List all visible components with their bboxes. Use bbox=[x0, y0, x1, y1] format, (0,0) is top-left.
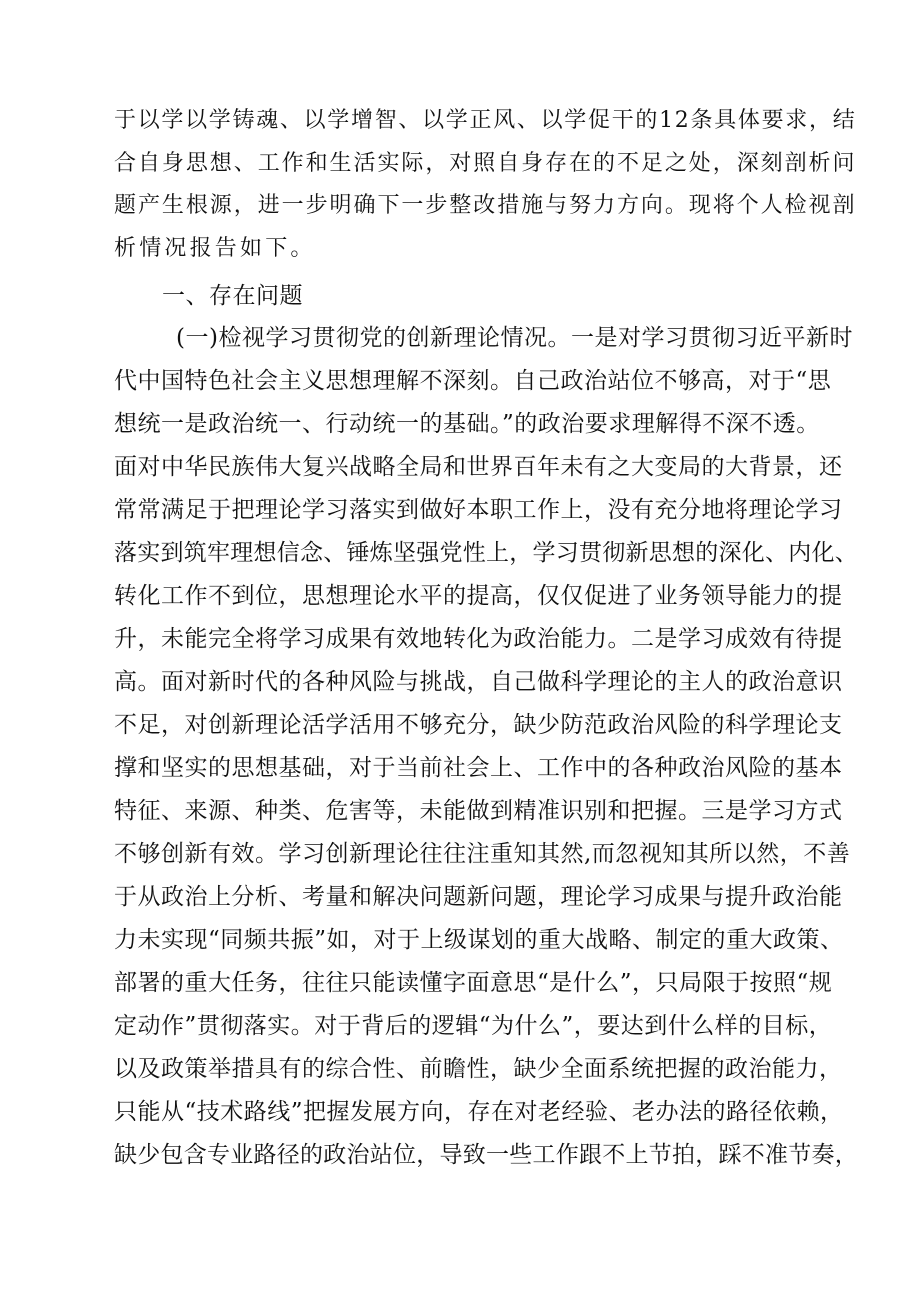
paragraph-line: 特征、来源、种类、危害等，未能做到精准识别和把握。三是学习方式 bbox=[114, 798, 843, 824]
paragraph-line: 落实到筑牢理想信念、锤炼坚强党性上，学习贯彻新思想的深化、内化、 bbox=[114, 540, 858, 566]
paragraph-line: 定动作”贯彻落实。对于背后的逻辑“为什么”，要达到什么样的目标， bbox=[114, 1013, 833, 1039]
intro-line: 题产生根源，进一步明确下一步整改措施与努力方向。现将个人检视剖 bbox=[114, 193, 857, 218]
paragraph-line: 常常满足于把理论学习落实到做好本职工作上，没有充分地将理论学习 bbox=[114, 497, 843, 523]
paragraph-line: 缺少包含专业路径的政治站位，导致一些工作跟不上节拍，踩不准节奏， bbox=[114, 1142, 858, 1168]
paragraph-line: 转化工作不到位，思想理论水平的提高，仅仅促进了业务领导能力的提 bbox=[114, 583, 843, 609]
paragraph-line: 高。面对新时代的各种风险与挑战，自己做科学理论的主人的政治意识 bbox=[114, 669, 843, 695]
intro-line: 析情况报告如下。 bbox=[114, 236, 316, 261]
paragraph-line: 只能从“技术路线”把握发展方向，存在对老经验、老办法的路径依赖， bbox=[114, 1099, 844, 1125]
paragraph-line: 部署的重大任务，往往只能读懂字面意思“是什么”，只局限于按照“规 bbox=[114, 970, 833, 996]
paragraph-line: 以及政策举措具有的综合性、前瞻性，缺少全面系统把握的政治能力， bbox=[114, 1056, 843, 1082]
paragraph-line: 升，未能完全将学习成果有效地转化为政治能力。二是学习成效有待提 bbox=[114, 626, 843, 652]
paragraph-line: 不够创新有效。学习创新理论往往注重知其然,而忽视知其所以然，不善 bbox=[114, 841, 851, 867]
paragraph-line: 面对中华民族伟大复兴战略全局和世界百年未有之大变局的大背景，还 bbox=[114, 454, 843, 480]
paragraph-line: (一)检视学习贯彻党的创新理论情况。一是对学习贯彻习近平新时 bbox=[176, 325, 853, 351]
paragraph-line: 于从政治上分析、考量和解决问题新问题，理论学习成果与提升政治能 bbox=[114, 884, 843, 910]
paragraph-line: 不足，对创新理论活学活用不够充分，缺少防范政治风险的科学理论支 bbox=[114, 712, 843, 738]
paragraph-line: 代中国特色社会主义思想理解不深刻。自己政治站位不够高，对于“思 bbox=[114, 368, 832, 394]
paragraph-line: 想统一是政治统一、行动统一的基础。”的政治要求理解得不深不透。 bbox=[114, 411, 820, 437]
intro-line: 合自身思想、工作和生活实际，对照自身存在的不足之处，深刻剖析问 bbox=[114, 151, 857, 176]
intro-line: 于以学以学铸魂、以学增智、以学正风、以学促干的12条具体要求，结 bbox=[114, 108, 857, 133]
section-heading: 一、存在问题 bbox=[162, 283, 303, 309]
paragraph-line: 力未实现“同频共振”如，对于上级谋划的重大战略、制定的重大政策、 bbox=[114, 927, 844, 953]
paragraph-line: 撑和坚实的思想基础，对于当前社会上、工作中的各种政治风险的基本 bbox=[114, 755, 843, 781]
